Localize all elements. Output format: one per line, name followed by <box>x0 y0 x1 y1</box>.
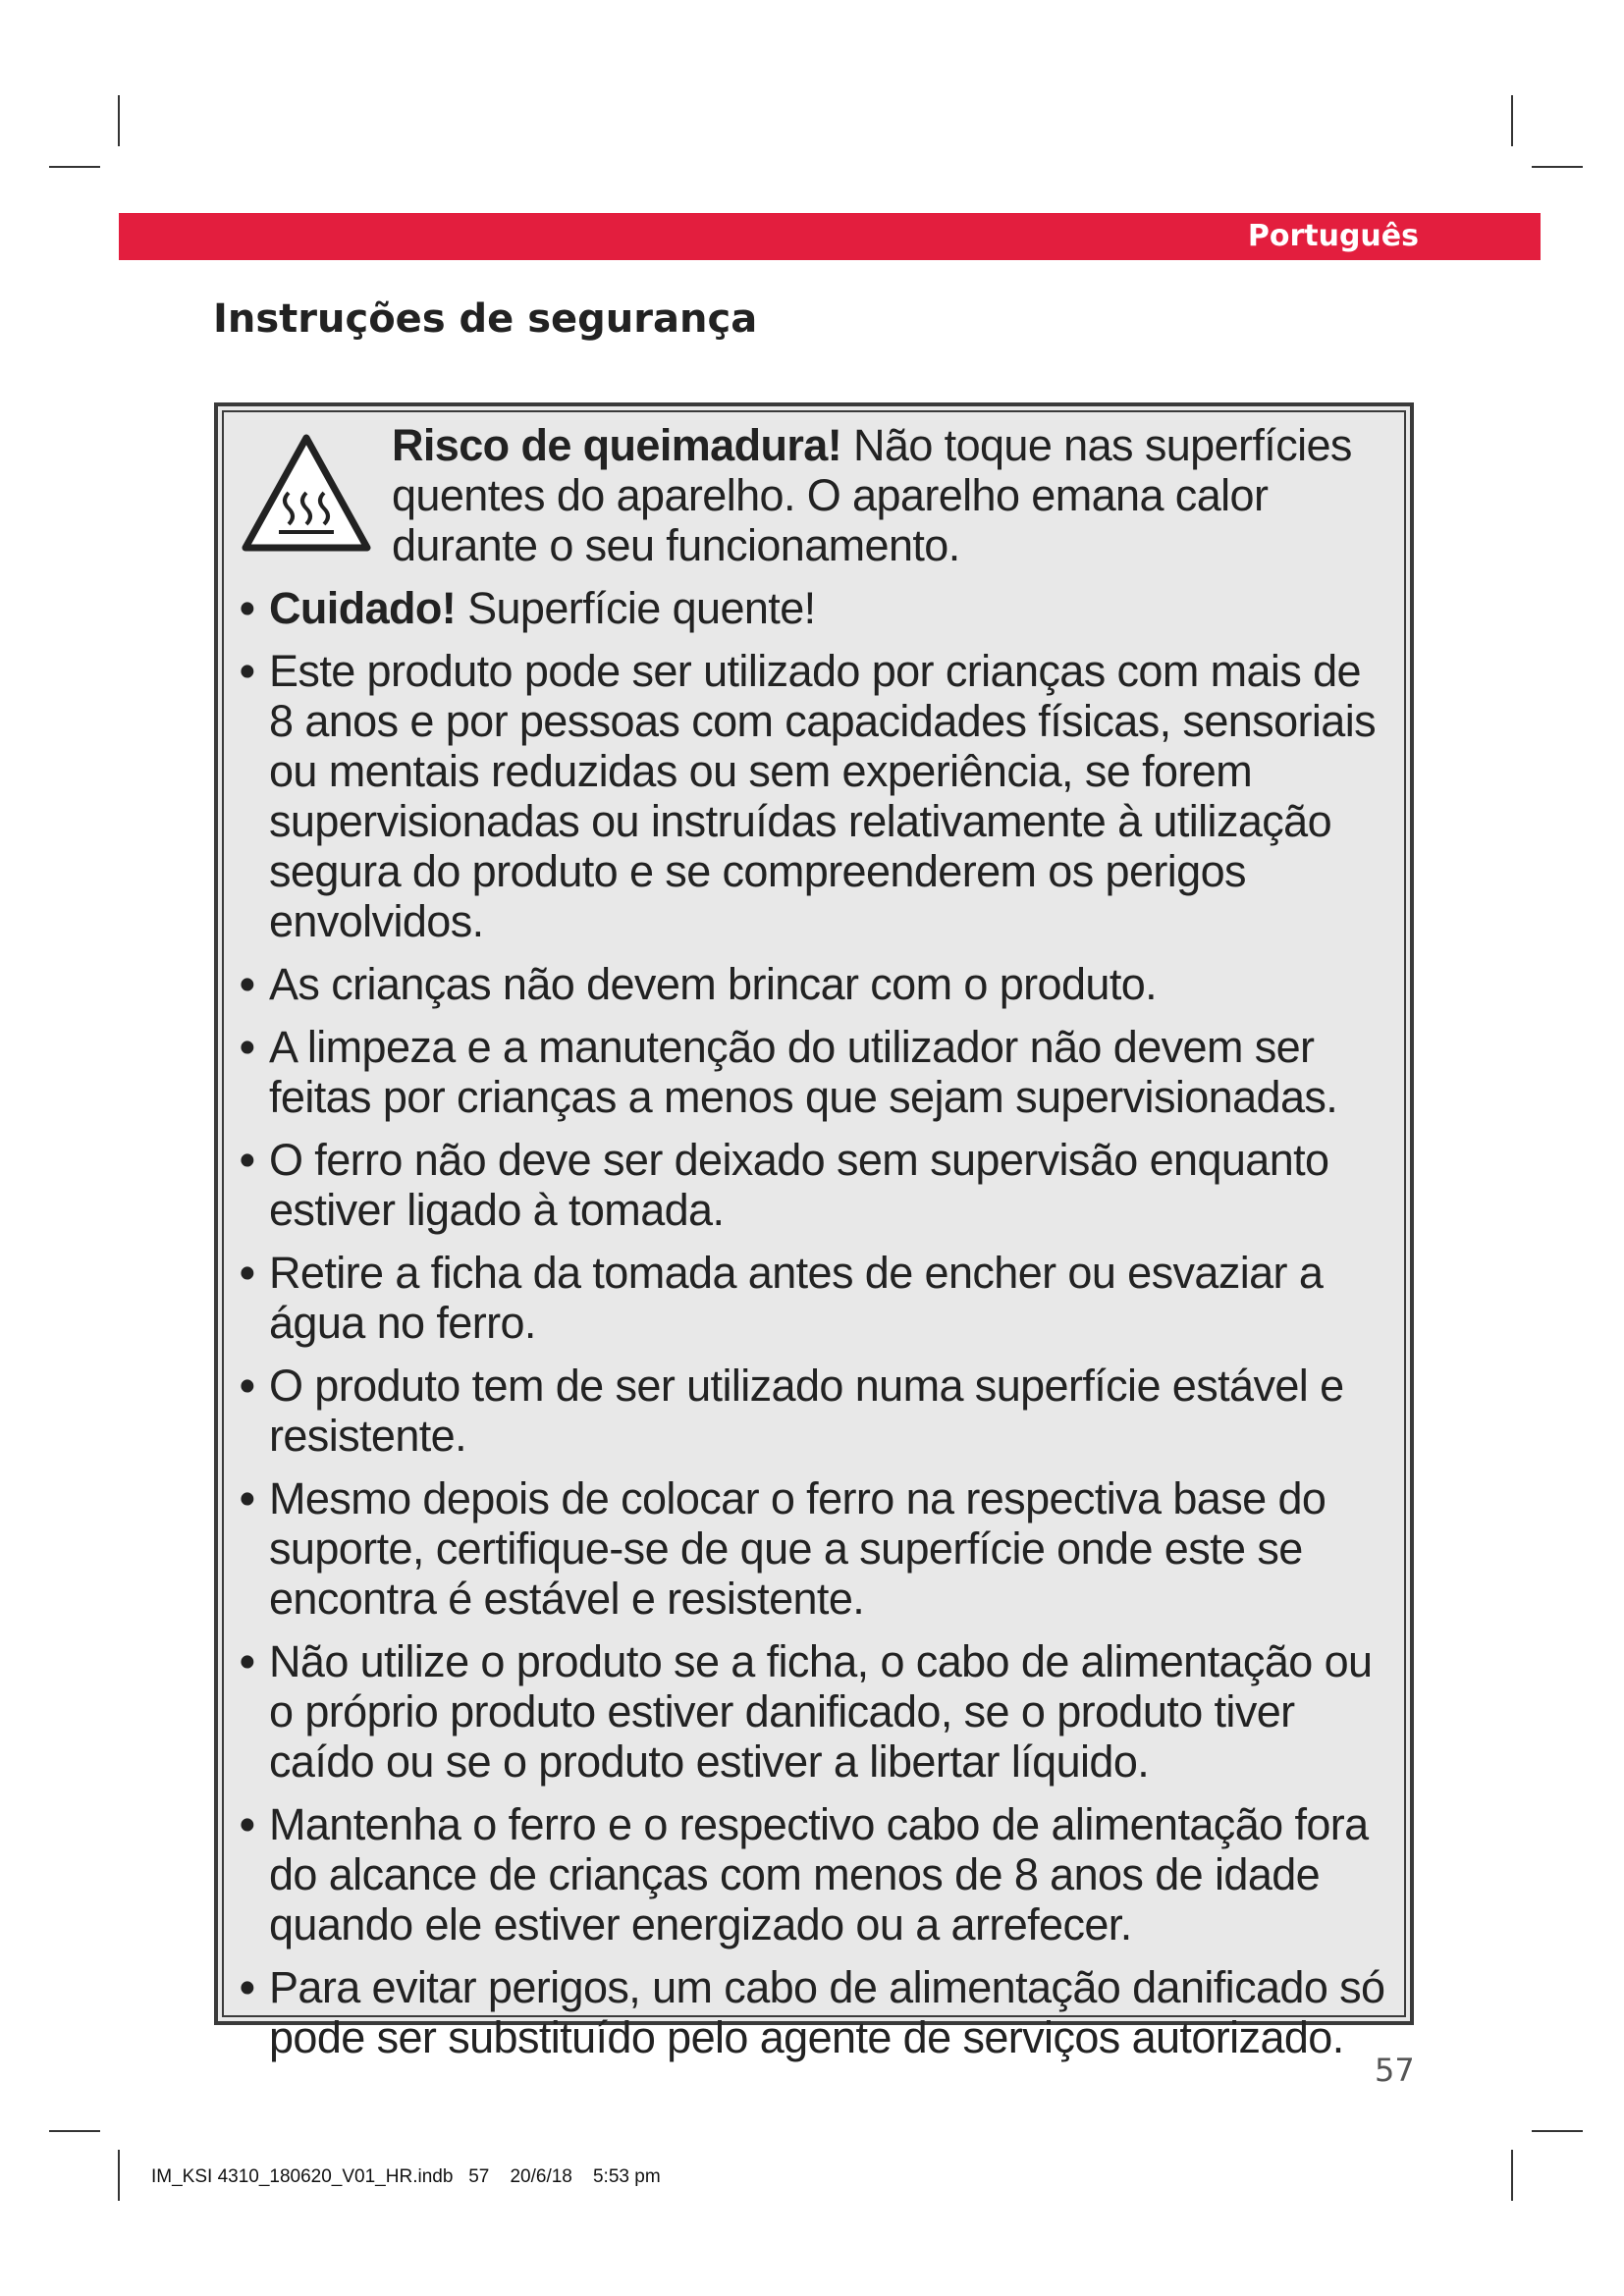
bullet-dot: • <box>240 1799 255 1849</box>
bullet-dot: • <box>240 1361 255 1411</box>
crop-mark <box>1511 2150 1513 2201</box>
list-item-text: Não utilize o produto se a ficha, o cabo de alimentação ou o próprio produto estiver danificado, se o produto tiver caído ou se o produto estiver a libertar líquido. <box>269 1636 1373 1787</box>
intro-paragraph <box>392 420 1392 570</box>
list-item <box>240 1636 1392 1787</box>
list-item-text: Retire a ficha da tomada antes de encher ou esvaziar a água no ferro. <box>269 1248 1324 1348</box>
bullet-dot: • <box>240 959 255 1009</box>
list-item-text: Mesmo depois de colocar o ferro na respectiva base do suporte, certifique-se de que a superfície onde este se encontra é estável e resistente. <box>269 1473 1326 1624</box>
crop-mark <box>1532 2130 1583 2132</box>
list-item <box>240 1135 1392 1235</box>
bullet-dot: • <box>240 1022 255 1072</box>
print-slug: IM_KSI 4310_180620_V01_HR.indb 57 20/6/18 5:53 pm <box>151 2166 661 2187</box>
burn-risk-text: Não toque nas superfícies quentes do aparelho. O aparelho emana calor durante o seu funcionamento. <box>392 420 1352 570</box>
list-item-text: O ferro não deve ser deixado sem supervisão enquanto estiver ligado à tomada. <box>269 1135 1329 1235</box>
bullet-dot: • <box>240 1135 255 1185</box>
list-item-text: Para evitar perigos, um cabo de alimentação danificado só pode ser substituído pelo agente de serviços autorizado. <box>269 1962 1385 2062</box>
list-item-text: Mantenha o ferro e o respectivo cabo de alimentação fora do alcance de crianças com menos de 8 anos de idade quando ele estiver energizado ou a arrefecer. <box>269 1799 1369 1949</box>
burn-risk-heading: Risco de queimadura! <box>392 420 842 470</box>
bullet-dot: • <box>240 1248 255 1298</box>
hot-surface-warning-icon <box>240 432 373 554</box>
list-item <box>240 1361 1392 1461</box>
caution-item <box>240 583 1392 633</box>
list-item <box>240 1473 1392 1624</box>
crop-mark <box>49 2130 100 2132</box>
list-item <box>240 1248 1392 1348</box>
caution-heading: Cuidado! <box>269 583 457 633</box>
crop-mark <box>1511 95 1513 146</box>
caution-text: Superfície quente! <box>456 583 816 633</box>
list-item <box>240 1962 1392 2062</box>
bullet-dot: • <box>240 583 255 633</box>
list-item-text: O produto tem de ser utilizado numa superfície estável e resistente. <box>269 1361 1344 1461</box>
bullet-dot: • <box>240 646 255 696</box>
bullet-dot: • <box>240 1473 255 1523</box>
list-item <box>240 1799 1392 1949</box>
crop-mark <box>49 166 100 168</box>
list-item-text: A limpeza e a manutenção do utilizador não devem ser feitas por crianças a menos que sejam supervisionadas. <box>269 1022 1338 1122</box>
crop-mark <box>118 2150 120 2201</box>
list-item <box>240 959 1392 1009</box>
crop-mark <box>1532 166 1583 168</box>
safety-warning-box <box>214 402 1414 2062</box>
bullet-dot: • <box>240 1962 255 2012</box>
language-header-bar <box>119 213 1541 260</box>
crop-mark <box>118 95 120 146</box>
language-label: Português <box>1247 219 1419 253</box>
warning-content <box>240 420 1392 2062</box>
page-number: 57 <box>1375 2052 1415 2089</box>
bullet-dot: • <box>240 1636 255 1686</box>
list-item-text: Este produto pode ser utilizado por crianças com mais de 8 anos e por pessoas com capacidades físicas, sensoriais ou mentais reduzidas ou sem experiência, se forem supervisionadas ou instruídas relativamente à utilização segura do produto e se compreenderem os perigos envolvidos. <box>269 646 1377 946</box>
page-title: Instruções de segurança <box>213 296 758 342</box>
list-item-text: As crianças não devem brincar com o produto. <box>269 959 1158 1009</box>
list-item <box>240 646 1392 946</box>
list-item <box>240 1022 1392 1122</box>
burn-risk-intro <box>240 420 1392 575</box>
